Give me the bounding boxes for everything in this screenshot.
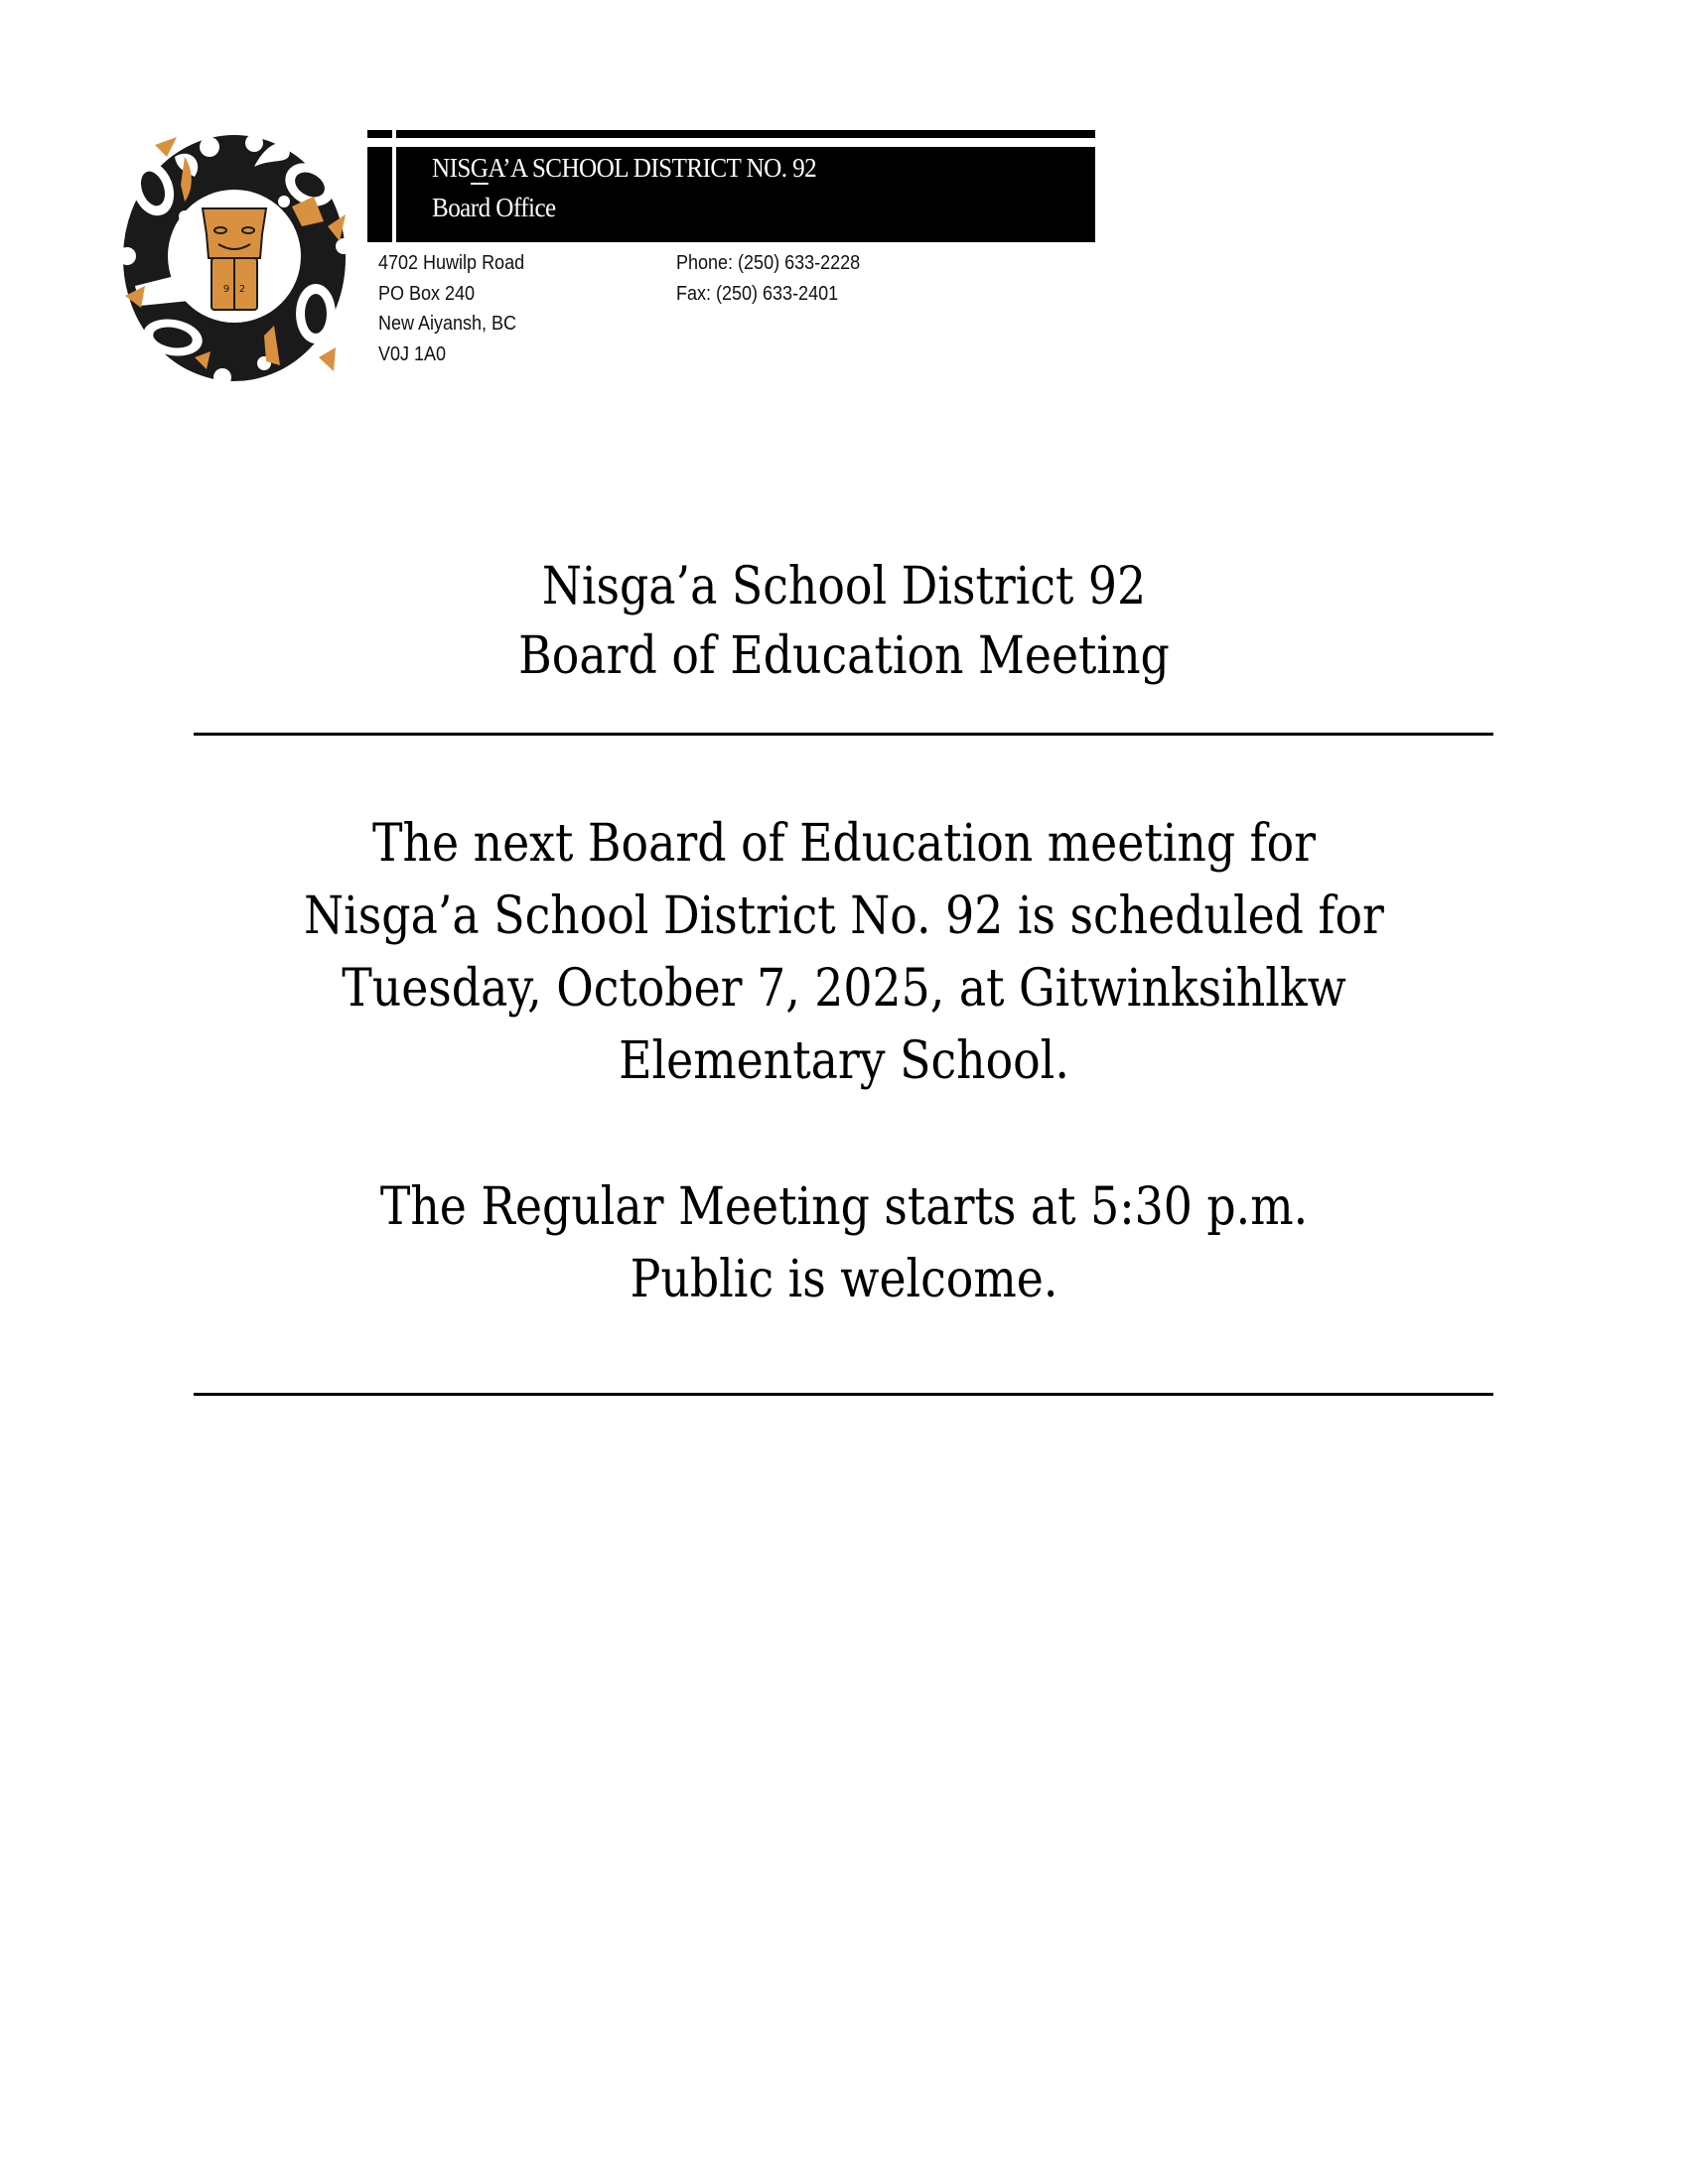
- notice-title-line-2: Board of Education Meeting: [518, 626, 1170, 686]
- header-bar-divider: [392, 130, 396, 242]
- fax-number: Fax: (250) 633-2401: [676, 282, 839, 305]
- notice-title: [101, 552, 1587, 691]
- notice-body-line: Nisga’a School District No. 92 is scheduled for: [304, 887, 1384, 946]
- public-welcome-note: Public is welcome.: [630, 1250, 1058, 1309]
- org-name-post: A’A SCHOOL DISTRICT NO. 92: [488, 153, 817, 183]
- divider-rule-bottom: [194, 1393, 1493, 1396]
- address-line-po-box: PO Box 240: [378, 282, 476, 305]
- address-line-street: 4702 Huwilp Road: [378, 252, 525, 274]
- logo-number-text: 9 2: [222, 284, 246, 295]
- notice-closing: [101, 1171, 1587, 1316]
- district-crest-logo-icon: [115, 127, 353, 389]
- address-line-city: New Aiyansh, BC: [378, 313, 517, 335]
- org-name-underlined-letter: G: [470, 153, 489, 183]
- notice-body: [101, 808, 1587, 1098]
- org-name-pre: NIS: [432, 153, 471, 183]
- mailing-address: [378, 248, 524, 369]
- org-name: [432, 153, 816, 184]
- divider-rule-top: [194, 733, 1493, 736]
- address-line-postal-code: V0J 1A0: [378, 342, 447, 365]
- office-name: Board Office: [432, 193, 556, 222]
- phone-number: Phone: (250) 633-2228: [676, 252, 861, 274]
- notice-body-line: Elementary School.: [619, 1031, 1069, 1091]
- notice-title-line-1: Nisga’a School District 92: [541, 557, 1147, 616]
- contact-info: [676, 248, 860, 309]
- notice-body-line: The next Board of Education meeting for: [371, 814, 1317, 874]
- meeting-start-time: The Regular Meeting starts at 5:30 p.m.: [379, 1177, 1309, 1237]
- header-bar-top-stripe: [367, 130, 1095, 138]
- notice-body-line: Tuesday, October 7, 2025, at Gitwinksihlkw: [342, 959, 1346, 1019]
